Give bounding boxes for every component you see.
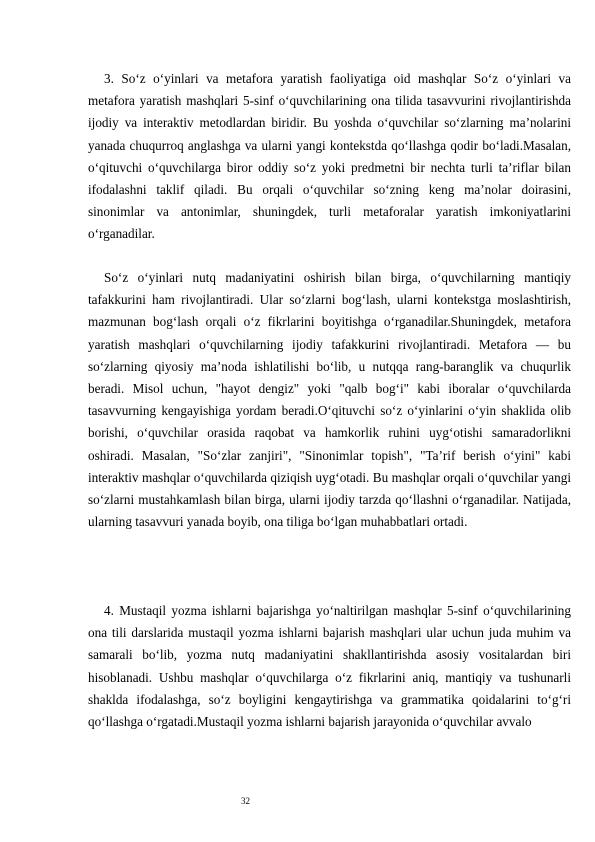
paragraph-section-4 — [88, 600, 571, 733]
page-number — [0, 796, 595, 806]
paragraph-section-3 — [88, 68, 571, 246]
paragraph-text: So‘z o‘yinlari nutq madaniyatini oshirish bilan birga, o‘quvchilarning mantiqiy tafakkurini ham rivojlantiradi. Ular so‘zlarni bog‘lash, ularni kontekstga moslashtirish, mazmunan bog‘lash orqali o‘z fikrlarini boyitishga o‘rganadilar.Shuningdek, metafora yaratish mashqlari o‘quvchilarning ijodiy tafakkurini rivojlantiradi. Metafora — bu so‘zlarning qiyosiy ma’noda ishlatilishi bo‘lib, u nutqqa rang-baranglik va chuqurlik beradi. Misol uchun, "hayot dengiz" yoki "qalb bog‘i" kabi iboralar o‘quvchilarda tasavvurning kengayishiga yordam beradi.O‘qituvchi so‘z o‘yinlarini o‘yin shaklida olib borishi, o‘quvchilar orasida raqobat va hamkorlik ruhini uyg‘otishi samaradorlikni oshiradi. Masalan, "So‘zlar zanjiri", "Sinonimlar topish", "Ta’rif berish o‘yini" kabi interaktiv mashqlar o‘quvchilarda qiziqish uyg‘otadi. Bu mashqlar orqali o‘quvchilar yangi so‘zlarni mustahkamlash bilan birga, ularni ijodiy tarzda qo‘llashni o‘rganadilar. Natijada, ularning tasavvuri yanada boyib, ona tiliga bo‘lgan muhabbatlari ortadi. — [88, 270, 571, 530]
page-number-text: 32 — [241, 796, 250, 806]
paragraph-text: 3. So‘z o‘yinlari va metafora yaratish faoliyatiga oid mashqlar So‘z o‘yinlari va metafora yaratish mashqlari 5-sinf o‘quvchilarining ona tilida tasavvurini rivojlantirishda ijodiy va interaktiv metodlardan biridir. Bu yoshda o‘quvchilar so‘zlarning ma’nolarini yanada chuqurroq anglashga va ularni yangi kontekstda qo‘llashga qodir bo‘ladi.Masalan, o‘qituvchi o‘quvchilarga biror oddiy so‘z yoki predmetni bir nechta turli ta’riflar bilan ifodalashni taklif qiladi. Bu orqali o‘quvchilar so‘zning keng ma’nolar doirasini, sinonimlar va antonimlar, shuningdek, turli metaforalar yaratish imkoniyatlarini o‘rganadilar. — [88, 71, 571, 242]
paragraph-word-games — [88, 267, 571, 533]
paragraph-text: 4. Mustaqil yozma ishlarni bajarishga yo‘naltirilgan mashqlar 5-sinf o‘quvchilarining ona tili darslarida mustaqil yozma ishlarni bajarish mashqlari ular uchun juda muhim va samarali bo‘lib, yozma nutq madaniyatini shakllantirishda asosiy vositalardan biri hisoblanadi. Ushbu mashqlar o‘quvchilarga o‘z fikrlarini aniq, mantiqiy va tushunarli shaklda ifodalashga, so‘z boyligini kengaytirishga va grammatika qoidalarini to‘g‘ri qo‘llashga o‘rgatadi.Mustaqil yozma ishlarni bajarish jarayonida o‘quvchilar avvalo — [88, 603, 571, 730]
